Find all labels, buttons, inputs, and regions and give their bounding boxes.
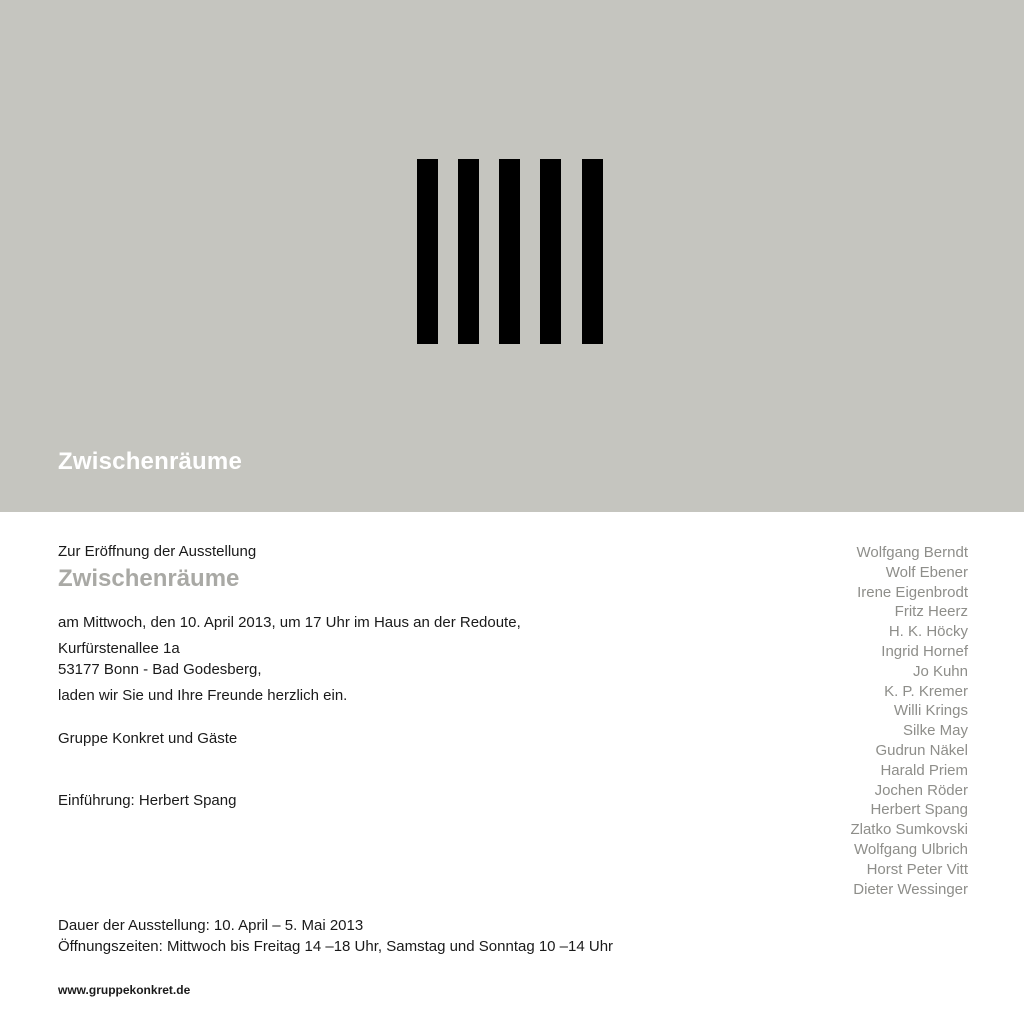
panel-title: Zwischenräume — [58, 448, 242, 475]
artist-name: Zlatko Sumkovski — [850, 821, 968, 839]
artwork-bar — [499, 159, 520, 344]
exhibition-duration: Dauer der Ausstellung: 10. April – 5. Mai 2013 — [58, 917, 364, 934]
invitation-intro: Zur Eröffnung der Ausstellung — [58, 543, 257, 560]
artist-name: Harald Priem — [880, 761, 968, 779]
group-name: Gruppe Konkret und Gäste — [58, 730, 238, 747]
exhibition-title: Zwischenräume — [58, 565, 240, 592]
artist-name: Horst Peter Vitt — [866, 860, 968, 878]
five-bars-artwork — [417, 159, 603, 344]
artist-name: Ingrid Hornef — [881, 642, 968, 660]
artist-name: Dieter Wessinger — [853, 880, 968, 898]
artist-name: Willi Krings — [893, 702, 968, 720]
invitation-line: laden wir Sie und Ihre Freunde herzlich ein. — [58, 687, 348, 704]
artist-name: Wolfgang Ulbrich — [854, 840, 968, 858]
artist-name: K. P. Kremer — [884, 682, 968, 700]
event-date-line: am Mittwoch, den 10. April 2013, um 17 Uhr im Haus an der Redoute, — [58, 614, 521, 631]
artist-name: H. K. Höcky — [888, 623, 968, 641]
artist-name: Gudrun Näkel — [875, 741, 968, 759]
artist-name: Irene Eigenbrodt — [857, 583, 968, 601]
address-street: Kurfürstenallee 1a — [58, 640, 180, 657]
artist-name: Fritz Heerz — [894, 603, 968, 621]
introduction-speaker: Einführung: Herbert Spang — [58, 792, 237, 809]
website-link[interactable]: www.gruppekonkret.de — [58, 983, 191, 997]
opening-hours: Öffnungszeiten: Mittwoch bis Freitag 14 –18 Uhr, Samstag und Sonntag 10 –14 Uhr — [58, 938, 614, 955]
artist-list — [850, 543, 968, 899]
artist-name: Wolf Ebener — [885, 563, 968, 581]
artwork-bar — [458, 159, 479, 344]
artist-name: Herbert Spang — [870, 801, 968, 819]
artwork-bar — [540, 159, 561, 344]
artist-name: Wolfgang Berndt — [856, 544, 968, 561]
artwork-bar — [582, 159, 603, 344]
artwork-bar — [417, 159, 438, 344]
artist-name: Jo Kuhn — [912, 662, 968, 680]
address-city: 53177 Bonn - Bad Godesberg, — [58, 661, 262, 678]
artist-name: Jochen Röder — [874, 781, 968, 799]
artist-name: Silke May — [902, 722, 968, 740]
